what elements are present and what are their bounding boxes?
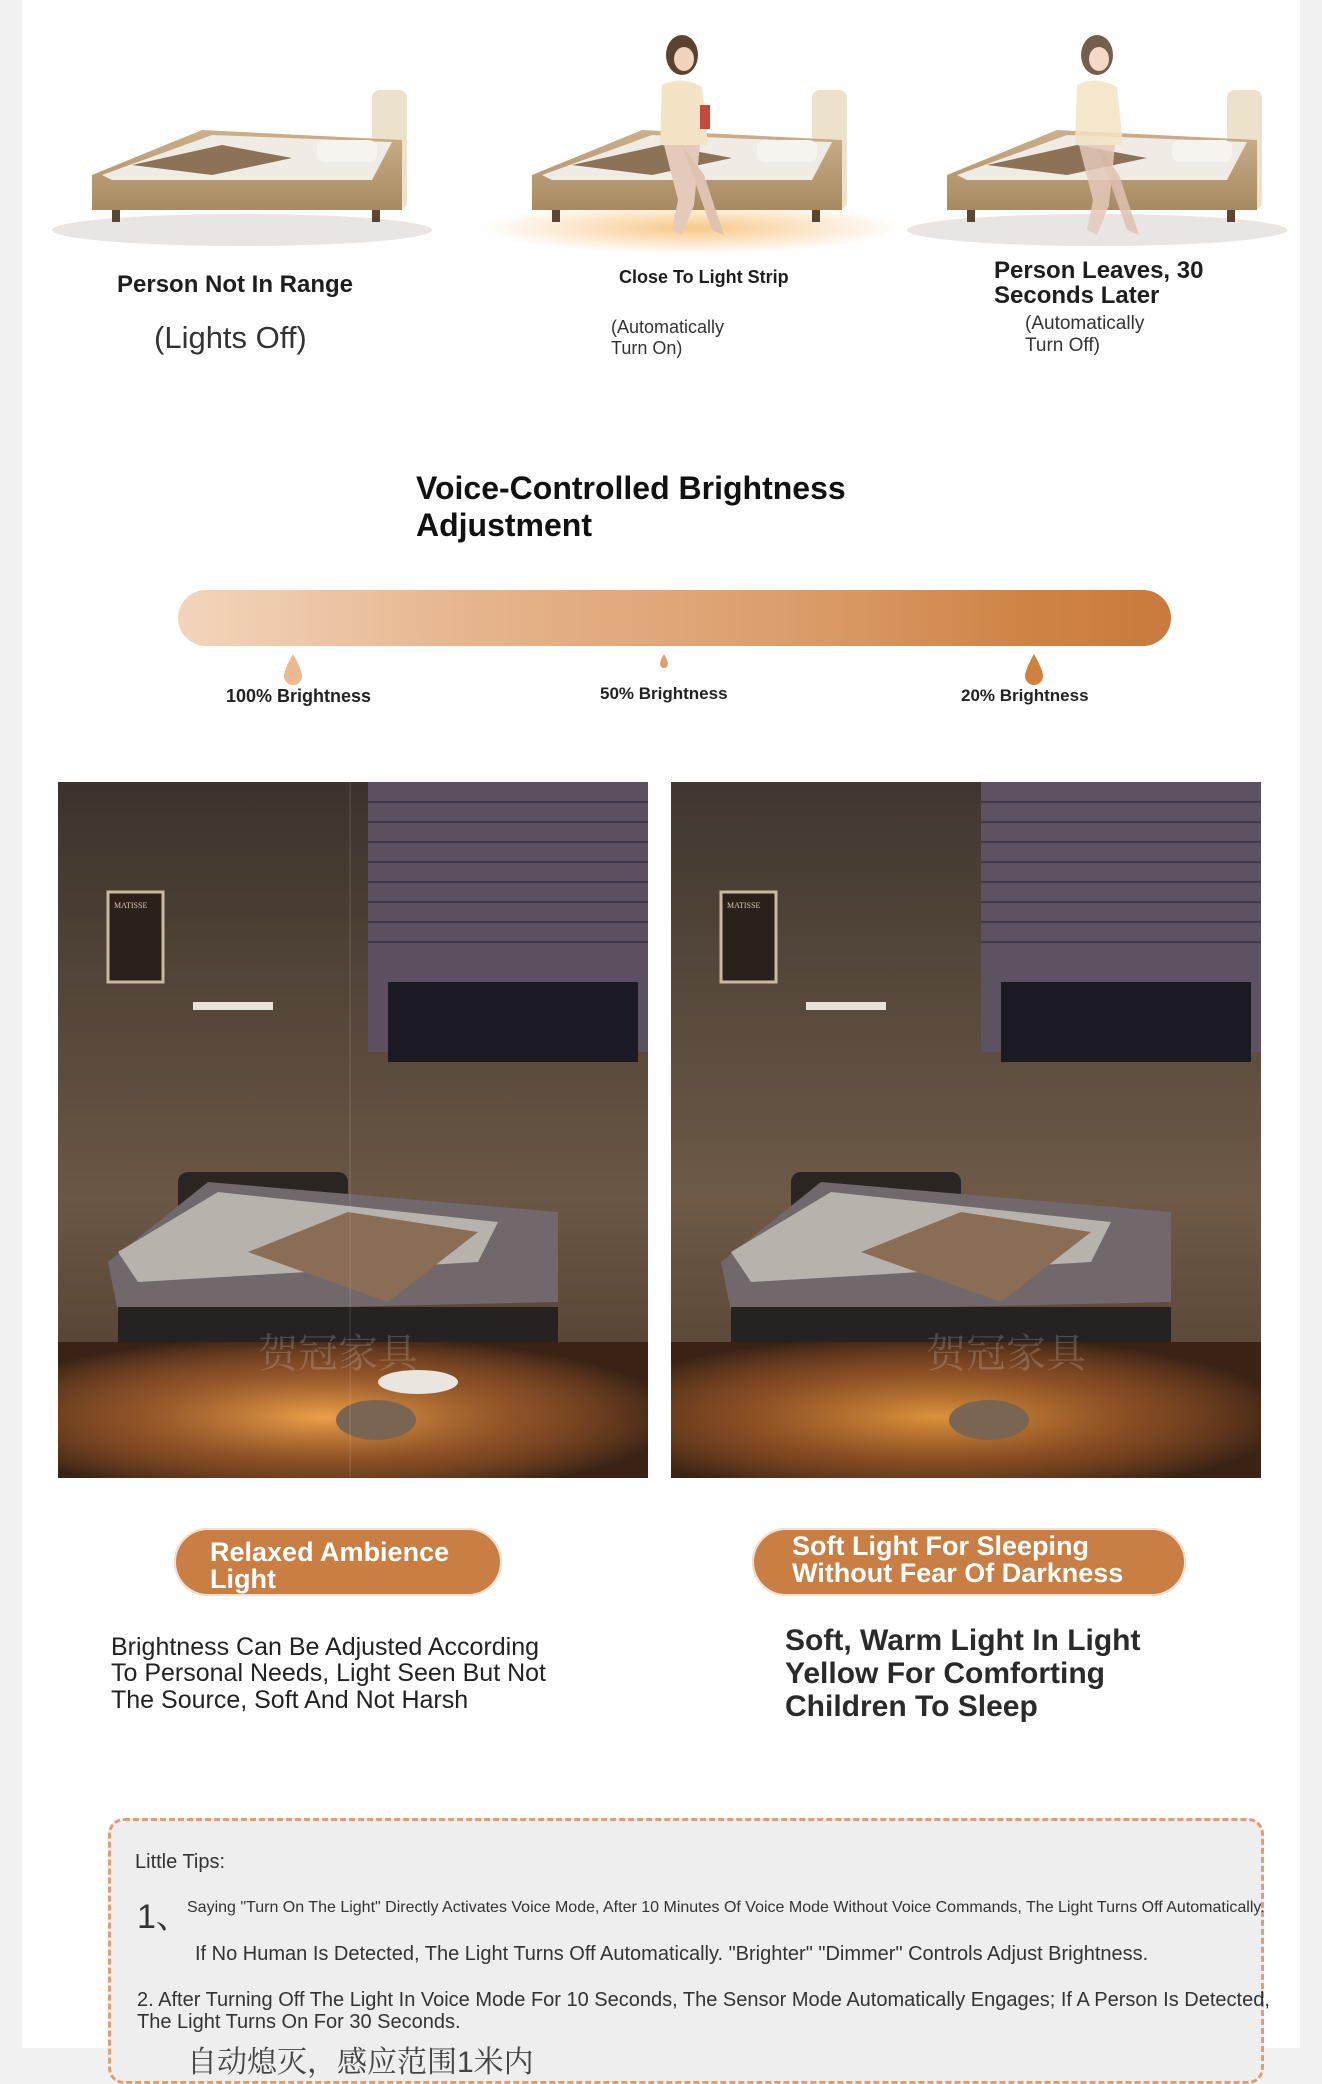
mode-pill-label: Soft Light For Sleeping Without Fear Of Darkness — [792, 1531, 1124, 1588]
brightness-label: 50% Brightness — [600, 684, 728, 703]
watermark-text: 贺冠家具 — [926, 1331, 1086, 1377]
mode-description: Brightness Can Be Adjusted According To Personal Needs, Light Seen But Not The Source, Soft And Not Harsh — [111, 1633, 546, 1714]
tips-box — [108, 1818, 1270, 2084]
tips-title: Little Tips: — [135, 1851, 226, 1873]
tips-line: 自动熄灭，感应范围1米内 — [187, 2046, 534, 2079]
mode-pill-sleeping — [752, 1528, 1186, 1596]
state-title: Close To Light Strip — [619, 267, 789, 287]
watermark-text: 贺冠家具 — [258, 1331, 418, 1377]
brightness-50-drop-icon — [657, 652, 671, 670]
state-title: Person Leaves, 30 Seconds Later — [994, 257, 1204, 310]
mode-description: Soft, Warm Light In Light Yellow For Comforting Children To Sleep — [785, 1624, 1141, 1723]
bed-scene-off — [52, 90, 432, 246]
tips-number: 1、 — [137, 1898, 190, 1936]
brightness-label: 100% Brightness — [226, 686, 372, 706]
bedroom-photo-sleeping — [671, 782, 1261, 1478]
mode-pill-label: Relaxed Ambience Light — [210, 1537, 450, 1594]
tips-line: Saying "Turn On The Light" Directly Activates Voice Mode, After 10 Minutes Of Voice Mode Without Voice Commands, The Light Turns Off Automatically. — [187, 1899, 1265, 1916]
state-subtitle: (Automatically Turn On) — [611, 317, 725, 358]
bedroom-photo-relaxed — [58, 782, 648, 1478]
mode-pill-relaxed — [174, 1528, 502, 1596]
poster-text: MATISSE — [727, 901, 761, 910]
product-page — [22, 0, 1300, 2079]
tips-line: 2. After Turning Off The Light In Voice Mode For 10 Seconds, The Sensor Mode Automatically Engages; If A Person Is Detected, The Light Turns On For 30 Seconds. — [137, 1989, 1270, 2033]
state-title: Person Not In Range — [117, 271, 354, 298]
voice-brightness-heading: Voice-Controlled Brightness Adjustment — [416, 470, 846, 543]
brightness-gradient-bar — [178, 590, 1171, 646]
brightness-label: 20% Brightness — [961, 686, 1089, 705]
tips-line: If No Human Is Detected, The Light Turns Off Automatically. "Brighter" "Dimmer" Controls Adjust Brightness. — [195, 1943, 1149, 1965]
poster-text: MATISSE — [114, 901, 148, 910]
state-subtitle: (Lights Off) — [154, 320, 307, 355]
brightness-20-drop-icon — [1019, 652, 1049, 686]
brightness-100-drop-icon — [278, 652, 308, 686]
state-subtitle: (Automatically Turn Off) — [1025, 313, 1145, 356]
